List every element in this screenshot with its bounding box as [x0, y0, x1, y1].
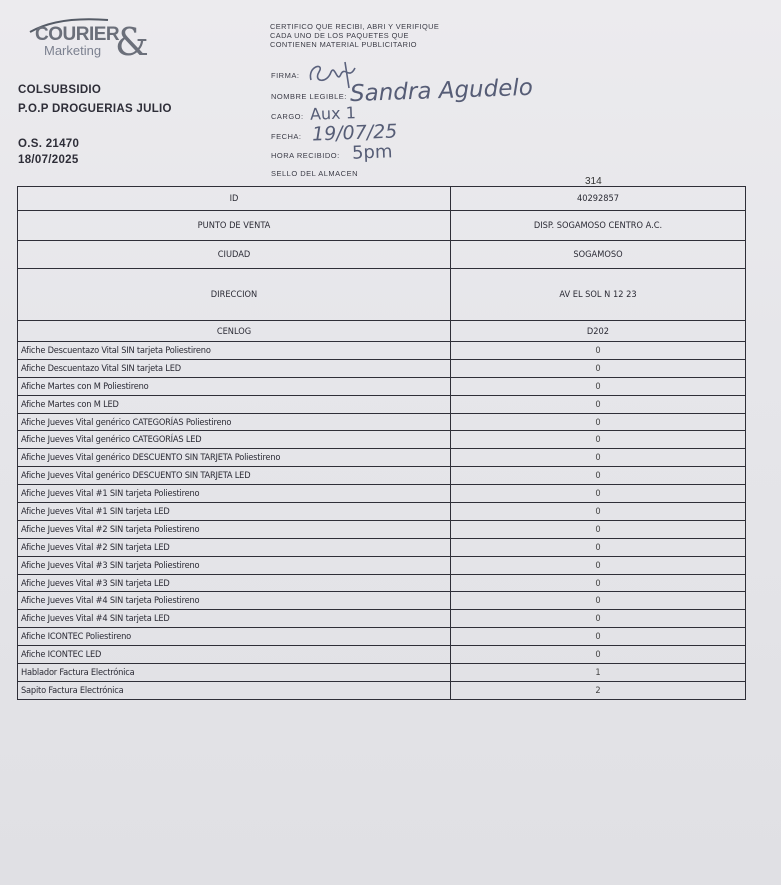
table-row	[18, 664, 746, 682]
pv-label: PUNTO DE VENTA	[18, 211, 451, 241]
item-name: Sapito Factura Electrónica	[18, 681, 451, 699]
item-qty: 2	[451, 681, 746, 699]
table-row	[18, 556, 746, 574]
document-date: 18/07/2025	[18, 154, 79, 166]
item-name: Afiche ICONTEC LED	[18, 646, 451, 664]
item-name: Afiche ICONTEC Poliestireno	[18, 628, 451, 646]
address-label: DIRECCION	[18, 269, 451, 321]
fecha-label: FECHA:	[271, 132, 302, 141]
item-qty: 0	[451, 395, 746, 413]
item-qty: 0	[451, 377, 746, 395]
fecha-value: 19/07/25	[311, 120, 398, 146]
row-ciudad	[18, 241, 746, 269]
item-name: Afiche Jueves Vital #2 SIN tarjeta LED	[18, 538, 451, 556]
logo-ampersand: &	[115, 20, 149, 64]
item-qty: 0	[451, 413, 746, 431]
table-row	[18, 431, 746, 449]
item-qty: 0	[451, 610, 746, 628]
item-qty: 0	[451, 556, 746, 574]
logo-line1: COURIER	[35, 24, 120, 45]
table-row	[18, 485, 746, 503]
item-name: Afiche Jueves Vital genérico DESCUENTO SIN TARJETA Poliestireno	[18, 449, 451, 467]
item-qty: 0	[451, 449, 746, 467]
table-row	[18, 359, 746, 377]
nombre-label: NOMBRE LEGIBLE:	[271, 92, 347, 101]
item-name: Afiche Jueves Vital #4 SIN tarjeta Poliestireno	[18, 592, 451, 610]
firma-label: FIRMA:	[271, 71, 300, 80]
hora-label: HORA RECIBIDO:	[271, 151, 340, 160]
item-name: Afiche Jueves Vital genérico CATEGORÍAS Poliestireno	[18, 413, 451, 431]
table-row	[18, 377, 746, 395]
courier-marketing-logo	[28, 14, 158, 74]
pv-value: DISP. SOGAMOSO CENTRO A.C.	[451, 211, 746, 241]
table-row	[18, 574, 746, 592]
client-name: COLSUBSIDIO	[18, 84, 102, 96]
order-number: O.S. 21470	[18, 138, 80, 150]
item-name: Afiche Martes con M Poliestireno	[18, 377, 451, 395]
item-qty: 0	[451, 503, 746, 521]
item-name: Afiche Jueves Vital genérico DESCUENTO SIN TARJETA LED	[18, 467, 451, 485]
item-qty: 0	[451, 431, 746, 449]
table-row	[18, 628, 746, 646]
cargo-label: CARGO:	[271, 112, 304, 121]
item-name: Afiche Descuentazo Vital SIN tarjeta LED	[18, 359, 451, 377]
item-qty: 0	[451, 359, 746, 377]
cenlog-label: CENLOG	[18, 321, 451, 342]
table-row	[18, 592, 746, 610]
table-row	[18, 342, 746, 360]
table-row	[18, 449, 746, 467]
item-name: Afiche Descuentazo Vital SIN tarjeta Poliestireno	[18, 342, 451, 360]
table-row	[18, 413, 746, 431]
row-cenlog	[18, 321, 746, 342]
delivery-table	[17, 186, 746, 700]
item-qty: 0	[451, 646, 746, 664]
sheet-number: 314	[585, 176, 602, 187]
table-row	[18, 395, 746, 413]
city-label: CIUDAD	[18, 241, 451, 269]
table-row	[18, 646, 746, 664]
item-qty: 0	[451, 628, 746, 646]
item-name: Afiche Jueves Vital #2 SIN tarjeta Poliestireno	[18, 520, 451, 538]
table-row	[18, 503, 746, 521]
table-row	[18, 538, 746, 556]
item-name: Hablador Factura Electrónica	[18, 664, 451, 682]
item-name: Afiche Jueves Vital #4 SIN tarjeta LED	[18, 610, 451, 628]
table-row	[18, 520, 746, 538]
item-name: Afiche Martes con M LED	[18, 395, 451, 413]
table-row	[18, 610, 746, 628]
item-qty: 0	[451, 342, 746, 360]
sello-label: SELLO DEL ALMACEN	[271, 169, 359, 178]
item-name: Afiche Jueves Vital #3 SIN tarjeta Poliestireno	[18, 556, 451, 574]
item-name: Afiche Jueves Vital #1 SIN tarjeta Poliestireno	[18, 485, 451, 503]
item-qty: 0	[451, 592, 746, 610]
row-direccion	[18, 269, 746, 321]
nombre-value: Sandra Agudelo	[349, 74, 534, 108]
hora-value: 5pm	[351, 141, 393, 164]
item-qty: 0	[451, 467, 746, 485]
id-value: 40292857	[451, 187, 746, 211]
cenlog-value: D202	[451, 321, 746, 342]
address-value: AV EL SOL N 12 23	[451, 269, 746, 321]
table-row	[18, 467, 746, 485]
item-name: Afiche Jueves Vital #1 SIN tarjeta LED	[18, 503, 451, 521]
city-value: SOGAMOSO	[451, 241, 746, 269]
item-qty: 0	[451, 520, 746, 538]
item-qty: 0	[451, 574, 746, 592]
cargo-value: Aux 1	[309, 103, 357, 124]
row-id	[18, 187, 746, 211]
row-punto-de-venta	[18, 211, 746, 241]
table-row	[18, 681, 746, 699]
item-qty: 1	[451, 664, 746, 682]
item-name: Afiche Jueves Vital genérico CATEGORÍAS LED	[18, 431, 451, 449]
project-name: P.O.P DROGUERIAS JULIO	[18, 103, 172, 115]
id-label: ID	[18, 187, 451, 211]
certificate-text: CERTIFICO QUE RECIBI, ABRI Y VERIFIQUE CADA UNO DE LOS PAQUETES QUE CONTIENEN MATERIAL PUBLICITARIO	[270, 22, 440, 49]
item-qty: 0	[451, 485, 746, 503]
item-name: Afiche Jueves Vital #3 SIN tarjeta LED	[18, 574, 451, 592]
item-qty: 0	[451, 538, 746, 556]
logo-line2: Marketing	[44, 43, 102, 58]
